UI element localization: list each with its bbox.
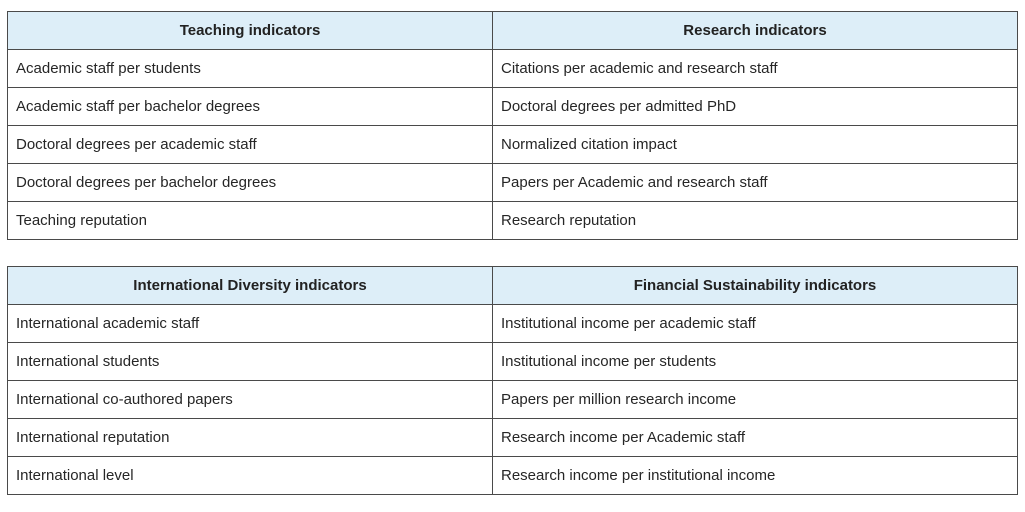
column-header: International Diversity indicators [8,267,493,305]
table-cell: Teaching reputation [8,202,493,240]
table-cell: Research income per institutional income [493,457,1018,495]
table-cell: International academic staff [8,305,493,343]
table-cell: Doctoral degrees per admitted PhD [493,88,1018,126]
column-header: Research indicators [493,12,1018,50]
diversity-financial-indicators-table [7,266,1018,495]
table-cell: Research income per Academic staff [493,419,1018,457]
table-row [8,305,1018,343]
table-cell: Research reputation [493,202,1018,240]
table-header-row [8,12,1018,50]
column-header: Teaching indicators [8,12,493,50]
table-cell: Citations per academic and research staff [493,50,1018,88]
table-cell: International level [8,457,493,495]
table-row [8,88,1018,126]
table-cell: Institutional income per academic staff [493,305,1018,343]
table-cell: Institutional income per students [493,343,1018,381]
table-row [8,381,1018,419]
teaching-research-indicators-table [7,11,1018,240]
table-row [8,50,1018,88]
table-cell: Doctoral degrees per academic staff [8,126,493,164]
table-cell: International reputation [8,419,493,457]
table-row [8,343,1018,381]
table-row [8,164,1018,202]
table-row [8,202,1018,240]
table-cell: Doctoral degrees per bachelor degrees [8,164,493,202]
table-cell: Normalized citation impact [493,126,1018,164]
table-cell: Papers per million research income [493,381,1018,419]
table-row [8,457,1018,495]
table-cell: Academic staff per students [8,50,493,88]
table-header-row [8,267,1018,305]
column-header: Financial Sustainability indicators [493,267,1018,305]
table-row [8,419,1018,457]
table-cell: International co-authored papers [8,381,493,419]
table-row [8,126,1018,164]
table-cell: Papers per Academic and research staff [493,164,1018,202]
table-cell: Academic staff per bachelor degrees [8,88,493,126]
table-cell: International students [8,343,493,381]
